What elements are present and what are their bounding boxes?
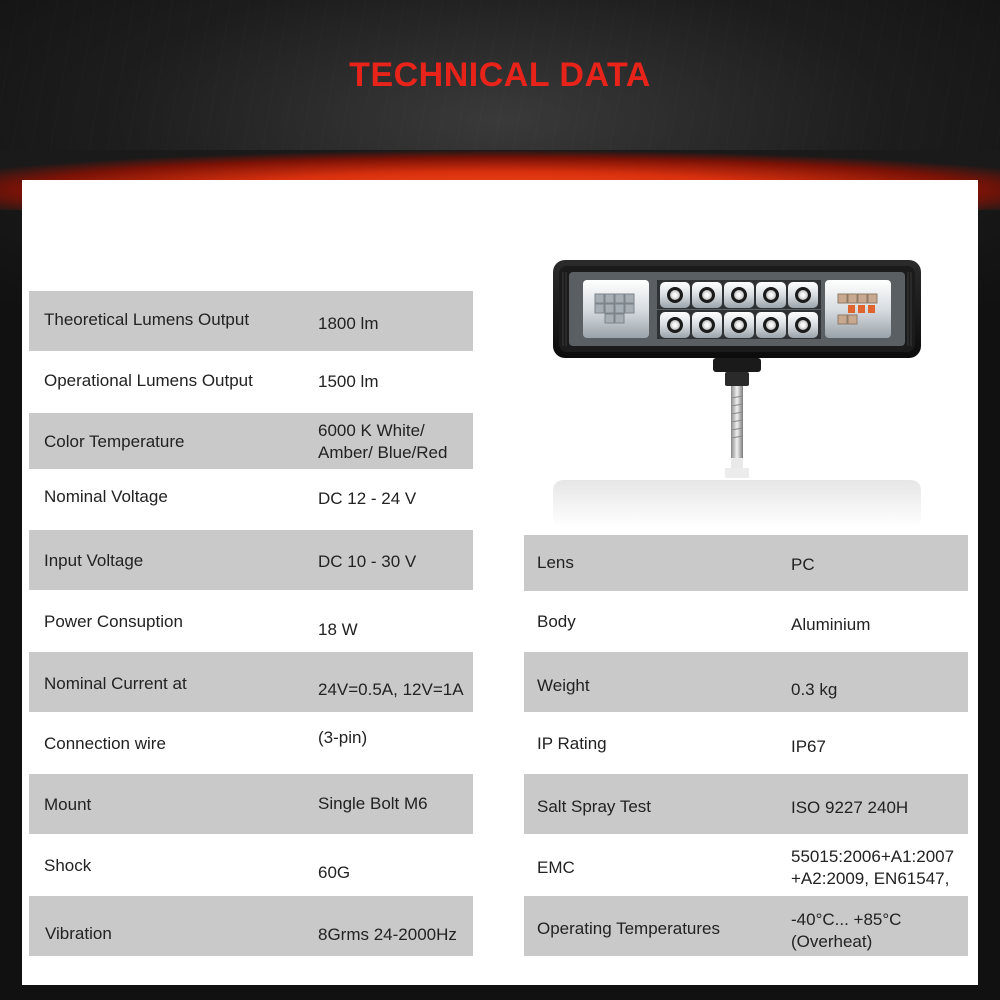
spec-row [524, 835, 968, 895]
spec-row [29, 774, 473, 834]
page-title: TECHNICAL DATA [349, 56, 651, 94]
spec-label: EMC [537, 858, 575, 877]
spec-value: ISO 9227 240H [791, 798, 909, 817]
spec-row [29, 896, 473, 956]
spec-value: 1800 lm [318, 314, 379, 333]
spec-value-line2: (Overheat) [791, 932, 873, 951]
spec-label: Mount [44, 795, 92, 814]
spec-row [29, 591, 473, 651]
spec-label: Nominal Current at [44, 674, 187, 693]
spec-value-line2: +A2:2009, EN61547, [791, 869, 950, 888]
spec-value: 18 W [318, 620, 358, 639]
spec-label: Color Temperature [44, 432, 185, 451]
spec-row [524, 713, 968, 773]
spec-label: Lens [537, 553, 574, 572]
spec-label: Vibration [45, 924, 112, 943]
spec-row [29, 291, 473, 351]
spec-row [29, 835, 473, 895]
spec-row [29, 713, 473, 773]
spec-label: Weight [537, 676, 590, 695]
spec-row [524, 535, 968, 591]
spec-label: Operating Temperatures [537, 919, 721, 938]
spec-value: 24V=0.5A, 12V=1A [318, 680, 464, 699]
spec-label: Body [537, 612, 576, 631]
spec-row [524, 896, 968, 956]
spec-value: IP67 [791, 737, 826, 756]
spec-value-line1: 55015:2006+A1:2007 [791, 847, 955, 866]
spec-label: Salt Spray Test [537, 797, 652, 816]
spec-value: 0.3 kg [791, 680, 838, 699]
spec-value-line2: Amber/ Blue/Red [318, 443, 448, 462]
led-light-bar-icon [553, 258, 921, 528]
spec-row [29, 413, 473, 469]
spec-label: Shock [44, 856, 92, 875]
spec-value: DC 10 - 30 V [318, 552, 417, 571]
spec-label: Power Consuption [44, 612, 183, 631]
spec-label: Operational Lumens Output [44, 371, 253, 390]
spec-row [524, 652, 968, 712]
spec-label: Theoretical Lumens Output [44, 310, 250, 329]
spec-value: Single Bolt M6 [318, 794, 428, 813]
spec-label: Connection wire [44, 734, 166, 753]
spec-row [524, 592, 968, 652]
spec-row [29, 530, 473, 590]
spec-value: 60G [318, 863, 351, 882]
spec-row [29, 652, 473, 712]
spec-label: Input Voltage [44, 551, 144, 570]
spec-row [29, 352, 473, 412]
spec-value: DC 12 - 24 V [318, 489, 417, 508]
spec-value-line1: -40°C... +85°C [791, 910, 902, 929]
spec-value-line1: 6000 K White/ [318, 421, 425, 440]
spec-value: 1500 lm [318, 372, 379, 391]
spec-label: IP Rating [537, 734, 607, 753]
spec-row [524, 774, 968, 834]
spec-value: Aluminium [791, 615, 871, 634]
spec-value: PC [791, 555, 815, 574]
spec-row [29, 470, 473, 530]
spec-value: 8Grms 24-2000Hz [318, 925, 457, 944]
spec-value: (3-pin) [318, 728, 368, 747]
spec-label: Nominal Voltage [44, 487, 168, 506]
